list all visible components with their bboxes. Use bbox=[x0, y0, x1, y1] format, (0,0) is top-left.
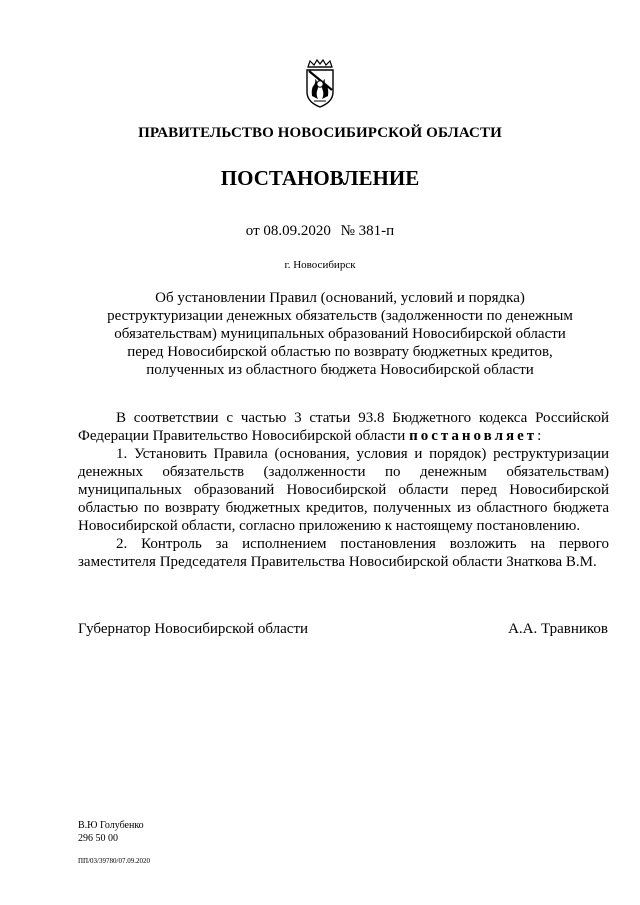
body-line: заместителя Председателя Правительства Новосибирской области Знаткова В.М. bbox=[78, 554, 597, 570]
document-date: от 08.09.2020 bbox=[245, 223, 331, 239]
document-subject bbox=[80, 289, 600, 379]
subject-line: перед Новосибирской областью по возврату бюджетных кредитов, bbox=[127, 344, 553, 360]
body-line: Новосибирской области, согласно приложению к настоящему постановлению. bbox=[78, 518, 581, 534]
document-date-number bbox=[0, 223, 640, 240]
body-line: муниципальных образований Новосибирской области перед Новосибирской bbox=[78, 482, 609, 498]
body-line: 1. Установить Правила (основания, условия и порядок) реструктуризации bbox=[116, 446, 609, 462]
executor-name: В.Ю Голубенко bbox=[78, 820, 144, 831]
resolution-keyword: постановляет bbox=[409, 428, 538, 444]
subject-line: Об установлении Правил (оснований, условий и порядка) bbox=[155, 290, 525, 306]
document-type-title: ПОСТАНОВЛЕНИЕ bbox=[220, 166, 420, 190]
document-city: г. Новосибирск bbox=[284, 259, 356, 271]
subject-line: реструктуризации денежных обязательств (задолженности по денежным bbox=[107, 308, 573, 324]
registration-number: ПП/03/39780/07.09.2020 bbox=[78, 857, 150, 865]
body-line: В соответствии с частью 3 статьи 93.8 Бюджетного кодекса Российской bbox=[116, 410, 609, 426]
signatory-position: Губернатор Новосибирской области bbox=[78, 621, 309, 637]
document-number: № 381-п bbox=[340, 223, 395, 239]
body-line: областью по возврату бюджетных кредитов, полученных из областного бюджета bbox=[78, 500, 609, 516]
body-line: 2. Контроль за исполнением постановления возложить на первого bbox=[116, 536, 609, 552]
subject-line: полученных из областного бюджета Новосибирской области bbox=[146, 362, 534, 378]
executor-phone: 296 50 00 bbox=[78, 833, 118, 844]
government-title: ПРАВИТЕЛЬСТВО НОВОСИБИРСКОЙ ОБЛАСТИ bbox=[138, 125, 502, 141]
signatory-name: А.А. Травников bbox=[508, 621, 608, 637]
novosibirsk-coat-of-arms-icon bbox=[300, 58, 340, 110]
subject-line: обязательствам) муниципальных образований Новосибирской области bbox=[114, 326, 566, 342]
intro-colon: : bbox=[537, 428, 542, 444]
body-line bbox=[78, 427, 609, 445]
intro-text: Федерации Правительство Новосибирской области bbox=[78, 428, 406, 444]
document-body bbox=[78, 409, 609, 571]
body-line: денежных обязательств (задолженности по денежным обязательствам) bbox=[78, 464, 609, 480]
